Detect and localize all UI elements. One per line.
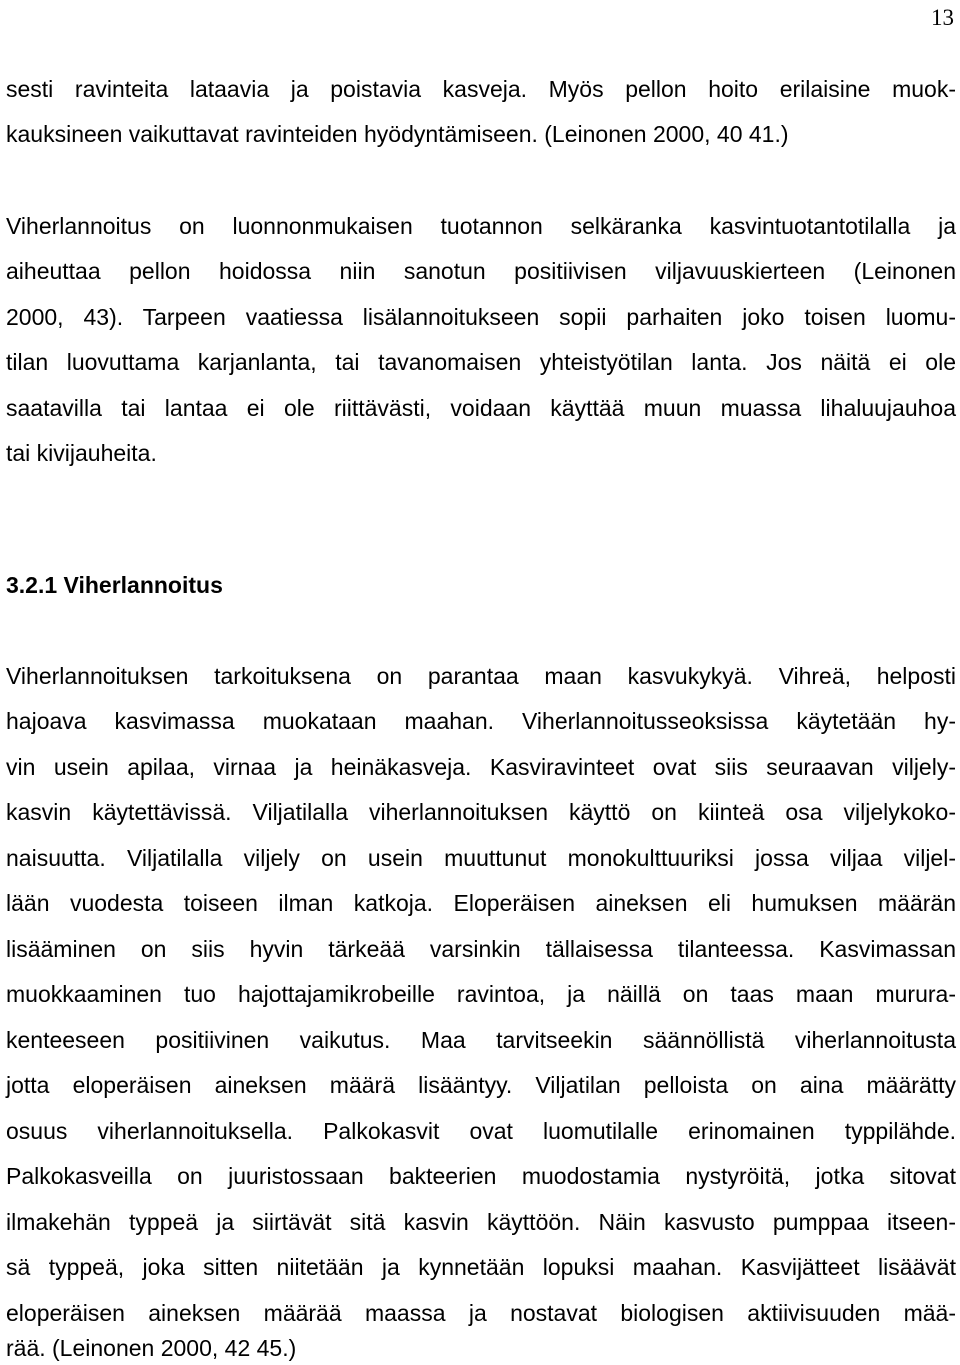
text-line: Viherlannoituksen tarkoituksena on parantaa maan kasvukykyä. Vihreä, helposti bbox=[6, 663, 956, 689]
text-line: osuus viherlannoituksella. Palkokasvit ovat luomutilalle erinomainen typpilähde. bbox=[6, 1118, 956, 1144]
text-line: saatavilla tai lantaa ei ole riittävästi, voidaan käyttää muun muassa lihaluujauhoa bbox=[6, 395, 956, 421]
text-line: sesti ravinteita lataavia ja poistavia kasveja. Myös pellon hoito erilaisine muok- bbox=[6, 76, 956, 102]
text-line: rää. (Leinonen 2000, 42 45.) bbox=[6, 1335, 297, 1361]
text-line: lään vuodesta toiseen ilman katkoja. Eloperäisen aineksen eli humuksen määrän bbox=[6, 890, 956, 916]
text-line: jotta eloperäisen aineksen määrä lisääntyy. Viljatilan pelloista on aina määrätty bbox=[6, 1072, 956, 1098]
text-line: kasvin käytettävissä. Viljatilalla viherlannoituksen käyttö on kiinteä osa viljelykoko- bbox=[6, 799, 956, 825]
text-line: aiheuttaa pellon hoidossa niin sanotun positiivisen viljavuuskierteen (Leinonen bbox=[6, 258, 956, 284]
text-line: sä typpeä, joka sitten niitetään ja kynnetään lopuksi maahan. Kasvijätteet lisäävät bbox=[6, 1254, 956, 1280]
text-line: 2000, 43). Tarpeen vaatiessa lisälannoitukseen sopii parhaiten joko toisen luomu- bbox=[6, 304, 956, 330]
text-line: Palkokasveilla on juuristossaan bakteerien muodostamia nystyröitä, jotka sitovat bbox=[6, 1163, 956, 1189]
section-heading: 3.2.1 Viherlannoitus bbox=[6, 572, 223, 598]
text-line: eloperäisen aineksen määrää maassa ja nostavat biologisen aktiivisuuden mää- bbox=[6, 1300, 956, 1326]
text-line: tai kivijauheita. bbox=[6, 440, 157, 466]
text-line: kauksineen vaikuttavat ravinteiden hyödyntämiseen. (Leinonen 2000, 40 41.) bbox=[6, 121, 789, 147]
text-line: lisääminen on siis hyvin tärkeää varsinkin tällaisessa tilanteessa. Kasvimassan bbox=[6, 936, 956, 962]
text-line: hajoava kasvimassa muokataan maahan. Viherlannoitusseoksissa käytetään hy- bbox=[6, 708, 956, 734]
text-line: naisuutta. Viljatilalla viljely on usein muuttunut monokulttuuriksi jossa viljaa viljel- bbox=[6, 845, 956, 871]
text-line: vin usein apilaa, virnaa ja heinäkasveja. Kasviravinteet ovat siis seuraavan viljely- bbox=[6, 754, 956, 780]
text-line: tilan luovuttama karjanlanta, tai tavanomaisen yhteistyötilan lanta. Jos näitä ei ole bbox=[6, 349, 956, 375]
text-line: Viherlannoitus on luonnonmukaisen tuotannon selkäranka kasvintuotantotilalla ja bbox=[6, 213, 956, 239]
text-line: kenteeseen positiivinen vaikutus. Maa tarvitseekin säännöllistä viherlannoitusta bbox=[6, 1027, 956, 1053]
text-line: muokkaaminen tuo hajottajamikrobeille ravintoa, ja näillä on taas maan mururа- bbox=[6, 981, 956, 1007]
text-line: ilmakehän typpeä ja siirtävät sitä kasvin käyttöön. Näin kasvusto pumppaa itseen- bbox=[6, 1209, 956, 1235]
page-number: 13 bbox=[931, 5, 954, 30]
